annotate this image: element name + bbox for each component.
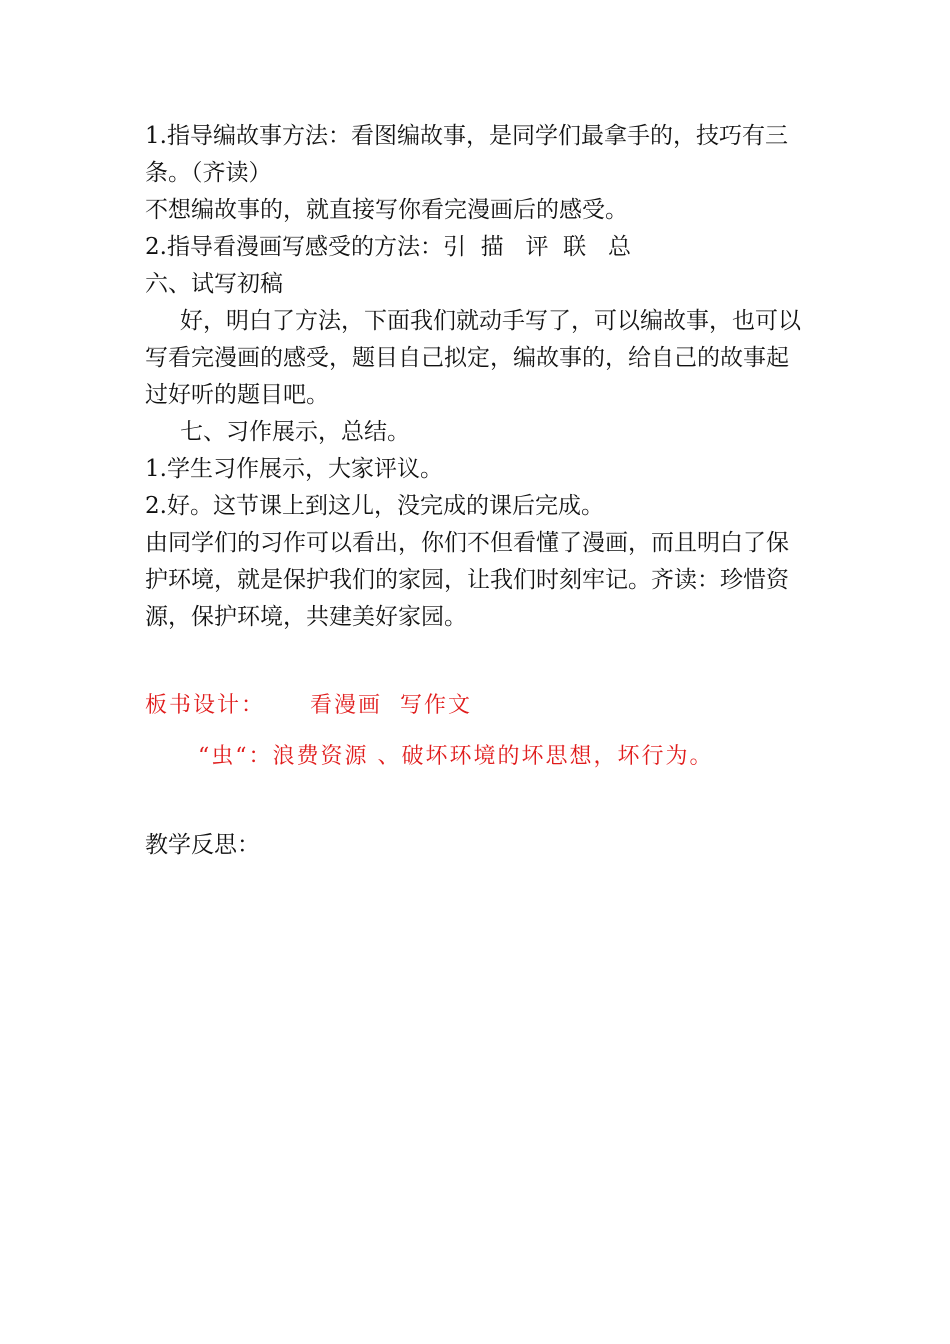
board-design-heading — [145, 688, 845, 719]
section-draft-heading: 六、试写初稿 — [145, 271, 283, 297]
showcase-step-1: 1.学生习作展示，大家评议。 — [145, 456, 443, 482]
step-feeling-method: 2.指导看漫画写感受的方法：引 描 评 联 总 — [145, 234, 632, 260]
board-design-label: 板书设计： — [145, 693, 266, 718]
board-design-title: 看漫画 写作文 — [309, 693, 472, 718]
board-design-line: “虫“：浪费资源 、破坏环境的坏思想，坏行为。 — [198, 744, 714, 769]
lesson-body — [145, 118, 805, 636]
feeling-alternative: 不想编故事的，就直接写你看完漫画后的感受。 — [145, 197, 628, 223]
reflection-label: 教学反思： — [145, 832, 260, 858]
showcase-step-2: 2.好。这节课上到这儿，没完成的课后完成。 — [145, 493, 604, 519]
step-story-method: 1.指导编故事方法：看图编故事，是同学们最拿手的，技巧有三条。（齐读） — [145, 123, 788, 186]
section-showcase-heading: 七、习作展示，总结。 — [180, 419, 410, 445]
draft-instructions: 好，明白了方法，下面我们就动手写了，可以编故事，也可以写看完漫画的感受，题目自己拟定，编故事的，给自己的故事起过好听的题目吧。 — [145, 308, 801, 408]
closing-paragraph: 由同学们的习作可以看出，你们不但看懂了漫画，而且明白了保护环境，就是保护我们的家园，让我们时刻牢记。齐读：珍惜资源，保护环境，共建美好家园。 — [145, 530, 789, 630]
